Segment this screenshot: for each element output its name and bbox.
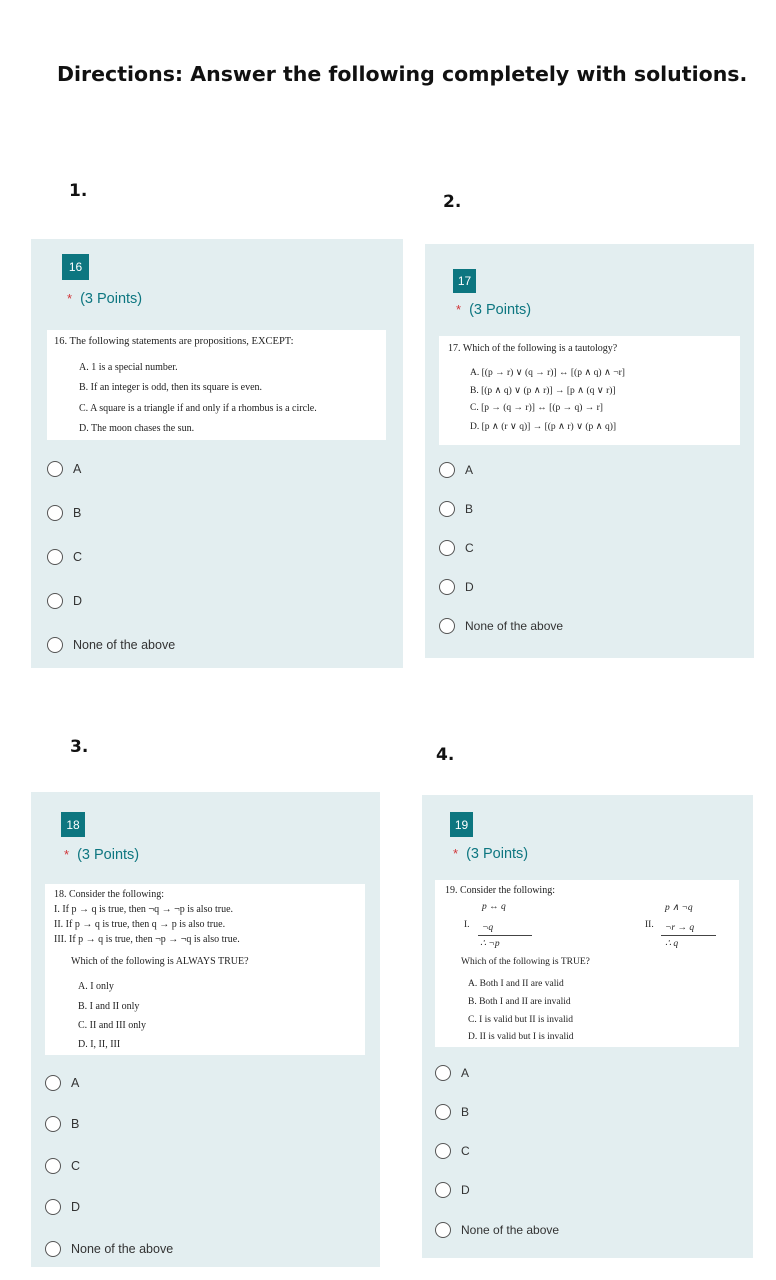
- option-a[interactable]: A: [439, 462, 473, 478]
- question-card-17: [425, 244, 754, 658]
- option-d[interactable]: D: [45, 1199, 80, 1215]
- option-b[interactable]: B: [439, 501, 473, 517]
- radio-button[interactable]: [435, 1182, 451, 1198]
- question-image: [47, 330, 386, 440]
- radio-button[interactable]: [435, 1222, 451, 1238]
- question-stem: 16. The following statements are propositions, EXCEPT:: [54, 336, 294, 347]
- points-label: * (3 Points): [64, 847, 140, 863]
- choice-text: B. I and II only: [78, 1001, 140, 1012]
- radio-button[interactable]: [435, 1065, 451, 1081]
- question-badge: 16: [62, 254, 89, 280]
- premise-text: ¬q: [482, 923, 494, 933]
- choice-text: B. If an integer is odd, then its square is even.: [79, 382, 263, 393]
- choice-text: D. [p ∧ (r ∨ q)] → [(p ∧ r) ∨ (p ∧ q)]: [470, 422, 617, 432]
- option-c[interactable]: C: [47, 549, 82, 565]
- premise-text: p ∧ ¬q: [665, 903, 693, 913]
- radio-button[interactable]: [47, 461, 63, 477]
- question-card-18: [31, 792, 380, 1267]
- choice-text: C. [p → (q → r)] ↔ [(p → q) → r]: [470, 403, 603, 413]
- option-b[interactable]: B: [47, 505, 81, 521]
- choice-text: D. I, II, III: [78, 1039, 121, 1050]
- choice-text: B. [(p ∧ q) ∨ (p ∧ r)] → [p ∧ (q ∨ r)]: [470, 386, 616, 396]
- question-card-16: [31, 239, 403, 668]
- radio-button[interactable]: [47, 593, 63, 609]
- choice-text: C. I is valid but II is invalid: [468, 1015, 574, 1025]
- question-image: [435, 880, 739, 1047]
- question-badge: 18: [61, 812, 85, 837]
- option-b[interactable]: B: [435, 1104, 469, 1120]
- question-card-19: [422, 795, 753, 1258]
- choice-text: A. 1 is a special number.: [79, 362, 178, 373]
- conclusion-text: ∴ ¬p: [480, 939, 500, 949]
- option-a[interactable]: A: [45, 1075, 79, 1091]
- argument-label: II.: [645, 920, 654, 930]
- choice-text: A. I only: [78, 981, 114, 992]
- option-c[interactable]: C: [439, 540, 474, 556]
- required-mark: *: [64, 847, 70, 862]
- statement-text: I. If p → q is true, then ¬q → ¬p is also true.: [54, 904, 234, 915]
- choice-text: B. Both I and II are invalid: [468, 997, 571, 1007]
- points-label: * (3 Points): [456, 302, 532, 318]
- radio-button[interactable]: [435, 1104, 451, 1120]
- option-none[interactable]: None of the above: [47, 637, 175, 653]
- inference-rule-line: [661, 935, 716, 936]
- option-c[interactable]: C: [435, 1143, 470, 1159]
- statement-text: II. If p → q is true, then q → p is also true.: [54, 919, 226, 930]
- option-d[interactable]: D: [47, 593, 82, 609]
- radio-button[interactable]: [45, 1158, 61, 1174]
- points-label: * (3 Points): [67, 291, 143, 307]
- choice-text: A. [(p → r) ∨ (q → r)] ↔ [(p ∧ q) ∧ ¬r]: [470, 368, 625, 378]
- radio-button[interactable]: [47, 549, 63, 565]
- choice-text: A. Both I and II are valid: [468, 979, 564, 989]
- premise-text: ¬r → q: [665, 923, 695, 933]
- radio-button[interactable]: [439, 618, 455, 634]
- radio-button[interactable]: [47, 505, 63, 521]
- option-a[interactable]: A: [435, 1065, 469, 1081]
- choice-text: D. II is valid but I is invalid: [468, 1032, 574, 1042]
- question-number: 4.: [436, 745, 455, 765]
- question-number: 3.: [70, 737, 89, 757]
- conclusion-text: ∴ q: [665, 939, 679, 949]
- question-stem: 19. Consider the following:: [445, 885, 555, 896]
- question-stem: 17. Which of the following is a tautology?: [448, 343, 618, 354]
- radio-button[interactable]: [45, 1075, 61, 1091]
- radio-button[interactable]: [435, 1143, 451, 1159]
- required-mark: *: [456, 302, 462, 317]
- question-badge: 19: [450, 812, 473, 837]
- directions-heading: Directions: Answer the following completely with solutions.: [57, 62, 748, 86]
- required-mark: *: [67, 291, 73, 306]
- option-d[interactable]: D: [435, 1182, 470, 1198]
- argument-label: I.: [464, 920, 470, 930]
- option-c[interactable]: C: [45, 1158, 80, 1174]
- radio-button[interactable]: [439, 540, 455, 556]
- radio-button[interactable]: [439, 579, 455, 595]
- question-number: 2.: [443, 192, 462, 212]
- question-prompt: Which of the following is ALWAYS TRUE?: [71, 956, 249, 967]
- radio-button[interactable]: [45, 1199, 61, 1215]
- question-number: 1.: [69, 181, 88, 201]
- question-image: [439, 336, 740, 445]
- option-d[interactable]: D: [439, 579, 474, 595]
- question-badge: 17: [453, 269, 476, 293]
- radio-button[interactable]: [45, 1241, 61, 1257]
- option-b[interactable]: B: [45, 1116, 79, 1132]
- choice-text: C. A square is a triangle if and only if a rhombus is a circle.: [79, 403, 317, 414]
- option-none[interactable]: None of the above: [439, 618, 563, 634]
- question-image: [45, 884, 365, 1055]
- radio-button[interactable]: [439, 462, 455, 478]
- premise-text: p ↔ q: [482, 902, 506, 912]
- points-label: * (3 Points): [453, 846, 529, 862]
- inference-rule-line: [478, 935, 532, 936]
- option-none[interactable]: None of the above: [435, 1222, 559, 1238]
- question-stem: 18. Consider the following:: [54, 889, 164, 900]
- radio-button[interactable]: [45, 1116, 61, 1132]
- statement-text: III. If p → q is true, then ¬p → ¬q is also true.: [54, 934, 240, 945]
- choice-text: C. II and III only: [78, 1020, 147, 1031]
- radio-button[interactable]: [439, 501, 455, 517]
- choice-text: D. The moon chases the sun.: [79, 423, 195, 434]
- option-none[interactable]: None of the above: [45, 1241, 173, 1257]
- required-mark: *: [453, 846, 459, 861]
- question-prompt: Which of the following is TRUE?: [461, 957, 590, 967]
- option-a[interactable]: A: [47, 461, 81, 477]
- radio-button[interactable]: [47, 637, 63, 653]
